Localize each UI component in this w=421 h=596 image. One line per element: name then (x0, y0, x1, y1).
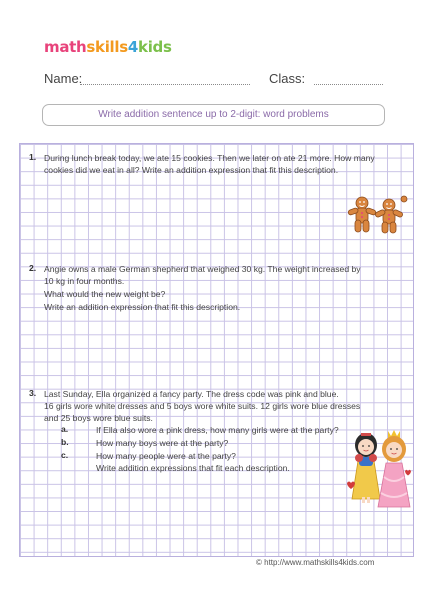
problem-3-sub-c-text: How many people were at the party? (96, 451, 236, 461)
problem-3-sub-c-label: c. (61, 450, 69, 460)
class-label: Class: (269, 71, 306, 86)
problem-2-number: 2. (29, 263, 37, 273)
problem-2-line-4: Write an addition expression that fit this description. (44, 302, 241, 312)
class-field[interactable] (314, 84, 383, 85)
problem-3-line-3: and 25 boys wore blue suits. (44, 413, 153, 423)
problem-3-sub-b-text: How many boys were at the party? (96, 438, 229, 448)
princess-girls-icon (344, 427, 414, 522)
problem-1-line-1: During lunch break today, we ate 15 cookies. Then we later on ate 21 more. How many (44, 153, 375, 163)
problem-2-line-2: 10 kg in four months. (44, 276, 125, 286)
problem-2-line-1: Angie owns a male German shepherd that weighed 30 kg. The weight increased by (44, 264, 361, 274)
problem-3-sub-b-label: b. (61, 437, 69, 447)
problem-3-sub-a-label: a. (61, 424, 69, 434)
problem-2-line-3: What would the new weight be? (44, 289, 166, 299)
problem-3-line-1: Last Sunday, Ella organized a fancy party. The dress code was pink and blue. (44, 389, 339, 399)
footer-url: © http://www.mathskills4kids.com (256, 558, 375, 567)
worksheet-title: Write addition sentence up to 2-digit: word problems (42, 104, 385, 126)
name-label: Name: (44, 71, 83, 86)
problem-1-line-2: cookies did we eat in all? Write an addition expression that fit this description. (44, 165, 339, 175)
problem-3-number: 3. (29, 388, 37, 398)
problem-3-sub-a-text: If Ella also wore a pink dress, how many girls were at the party? (96, 425, 339, 435)
name-field[interactable] (80, 84, 250, 85)
problem-1-number: 1. (29, 152, 37, 162)
logo: mathskills4kids (44, 38, 172, 56)
gingerbread-cookies-icon (345, 193, 411, 239)
problem-3-line-2: 16 girls wore white dresses and 5 boys wore white suits. 12 girls wore blue dresses (44, 401, 361, 411)
problem-3-closing: Write addition expressions that fit each description. (96, 463, 290, 473)
